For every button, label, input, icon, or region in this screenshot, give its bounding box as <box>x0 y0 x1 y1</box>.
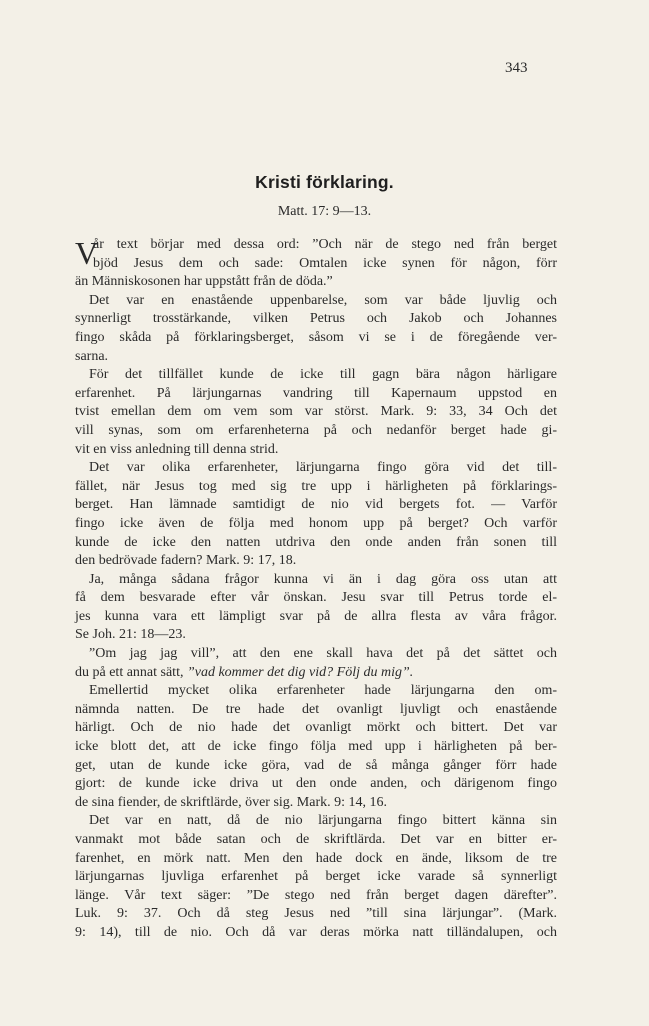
text-line: erfarenhet. På lärjungarnas vandring till Kapernaum uppstod en <box>75 385 557 401</box>
text-line: vit en viss anledning till denna strid. <box>75 441 279 457</box>
text-line: För det tillfället kunde de icke till gagn bära någon härligare <box>89 367 557 383</box>
text-line: 9: 14), till de nio. Och då var deras mörka natt tilländalupen, och <box>75 924 557 940</box>
text-line: Se Joh. 21: 18—23. <box>75 627 186 643</box>
text-line: gjort: de kunde icke driva ut den onde anden, och därigenom fingo <box>75 776 557 792</box>
text-line: Det var en enastående uppenbarelse, som var både ljuvlig och <box>89 292 557 308</box>
text-line: Det var olika erfarenheter, lärjungarna fingo göra vid det till- <box>89 460 557 476</box>
text-line: nämnda natten. De tre hade det ovanligt ljuvligt och enastående <box>75 701 557 717</box>
drop-cap: V <box>75 235 99 271</box>
italic-quote: ”vad kommer det dig vid? Följ du mig”. <box>186 664 414 680</box>
text-line: de sina fiender, de skriftlärde, över sig. Mark. 9: 14, 16. <box>75 794 388 810</box>
text-line: fället, när Jesus tog med sig tre upp i härligheten på förklarings- <box>75 478 557 494</box>
text-line: Ja, många sådana frågor kunna vi än i dag göra oss utan att <box>89 571 557 587</box>
text-line: än Människosonen har uppstått från de döda.” <box>75 274 333 290</box>
text-line: fingo skåda på förklaringsberget, såsom vi se i de föregående ver- <box>75 329 557 345</box>
text-line: bjöd Jesus dem och sade: Omtalen icke synen för någon, förr <box>93 255 557 271</box>
text-line: get, utan de kunde icke göra, vad de så många gånger förr hade <box>75 757 557 773</box>
text-line: länge. Vår text säger: ”De stego ned från berget dagen därefter”. <box>75 887 557 903</box>
text-line: Emellertid mycket olika erfarenheter hade lärjungarna den om- <box>89 683 557 699</box>
text-line: få dem besvarade efter vår önskan. Jesu svar till Petrus torde el- <box>75 590 557 606</box>
text-line: härligt. Och de nio hade det ovanligt mörkt och bittert. Det var <box>75 720 557 736</box>
text-line: vill synas, som om erfarenheterna på och nedanför berget hade gi- <box>75 422 557 438</box>
text-line: Det var en natt, då de nio lärjungarna fingo bittert känna sin <box>89 813 557 829</box>
text-line: V år text börjar med dessa ord: ”Och när de stego ned från berget <box>75 235 557 271</box>
text-line: berget. Han lämnade samtidigt de nio vid bergets fot. — Varför <box>75 497 557 513</box>
body-text <box>75 236 557 943</box>
text-line: sarna. <box>75 348 109 364</box>
text-line: vanmakt mot både satan och de skriftlärda. Det var en bitter er- <box>75 832 557 847</box>
text-line: icke blott det, att de icke fingo följa med upp i härligheten på ber- <box>75 739 557 755</box>
text-line: jes kunna vara ett lämpligt svar på de allra flesta av våra frågor. <box>75 608 557 624</box>
text-line: den bedrövade fadern? Mark. 9: 17, 18. <box>75 553 297 569</box>
text-line: tvist emellan dem om vem som var störst. Mark. 9: 33, 34 Och det <box>75 404 557 420</box>
text-line: du på ett annat sätt, ”vad kommer det dig vid? Följ du mig”. <box>75 664 414 680</box>
text-line: fingo icke även de följa med honom upp på berget? Och varför <box>75 515 557 531</box>
text-line: Luk. 9: 37. Och då steg Jesus ned ”till sina lärjungar”. (Mark. <box>75 906 557 922</box>
page-title: Kristi förklaring. <box>255 172 394 192</box>
text-line: farenhet, en mörk natt. Men den hade dock en ände, liksom de tre <box>75 850 557 866</box>
text-line: ”Om jag jag vill”, att den ene skall hava det på det sättet och <box>89 646 557 662</box>
bible-reference: Matt. 17: 9—13. <box>277 204 372 219</box>
page-number: 343 <box>505 60 528 76</box>
text-line: lärjungarnas ljuvliga erfarenhet på berget icke varade så synnerligt <box>75 869 557 885</box>
text-line: synnerligt trosstärkande, vilken Petrus och Jakob och Johannes <box>75 311 557 327</box>
text-line: kunde de icke den natten utdriva den onde anden från sonen till <box>75 534 557 550</box>
